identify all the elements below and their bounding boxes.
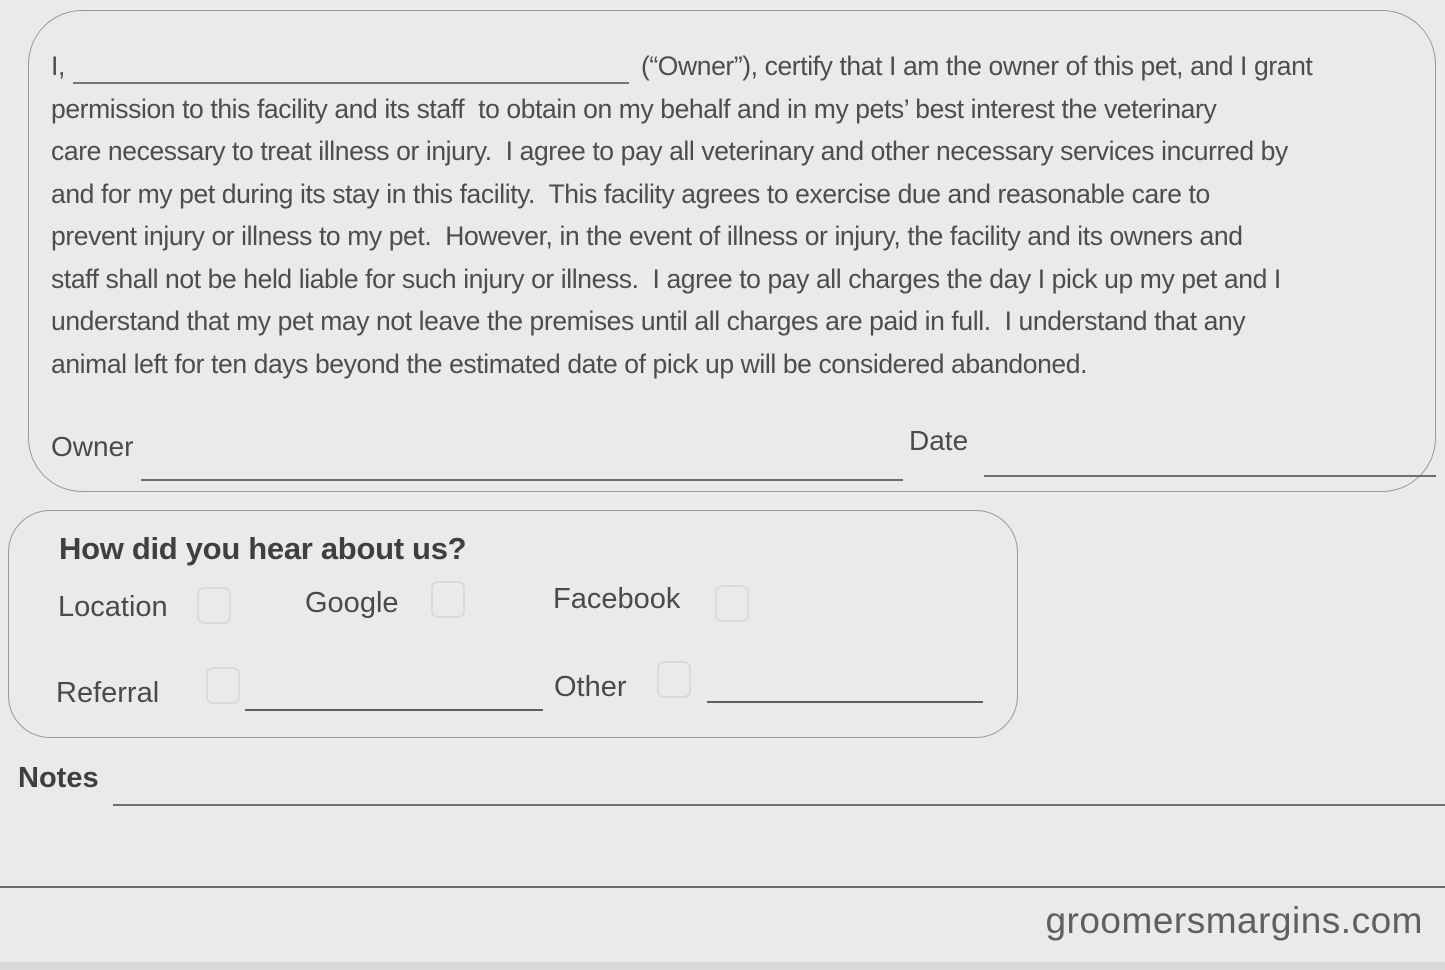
notes-label: Notes — [18, 762, 99, 794]
option-google-checkbox[interactable] — [431, 581, 465, 618]
intro-suffix: (“Owner”), certify that I am the owner of this pet, and I grant — [640, 51, 1313, 81]
intro-prefix: I, — [51, 51, 65, 81]
referral-source-section — [8, 510, 1018, 738]
option-other-label: Other — [554, 671, 627, 703]
option-facebook-checkbox[interactable] — [715, 585, 749, 622]
consent-line: understand that my pet may not leave the premises until all charges are paid in full. I understand that any — [51, 306, 1246, 336]
consent-line: prevent injury or illness to my pet. However, in the event of illness or injury, the facility and its owners and — [51, 221, 1243, 251]
option-other-checkbox[interactable] — [657, 661, 691, 698]
footer-divider — [0, 886, 1445, 888]
option-facebook-label: Facebook — [553, 583, 681, 615]
consent-line: staff shall not be held liable for such injury or illness. I agree to pay all charges the day I pick up my pet and I — [51, 263, 1281, 294]
scan-bottom-edge — [0, 962, 1445, 970]
owner-name-blank[interactable] — [73, 50, 629, 84]
owner-signature-line[interactable] — [141, 479, 903, 481]
option-location-checkbox[interactable] — [197, 587, 231, 624]
other-fill-line[interactable] — [707, 701, 983, 703]
date-signature-line[interactable] — [984, 475, 1436, 477]
consent-line: permission to this facility and its staff to obtain on my behalf and in my pets’ best interest the veterinary — [51, 93, 1217, 124]
notes-fill-line[interactable] — [113, 804, 1445, 806]
referral-fill-line[interactable] — [245, 709, 543, 711]
consent-section — [28, 10, 1436, 492]
date-label: Date — [909, 425, 969, 456]
owner-label: Owner — [51, 431, 134, 462]
option-location-label: Location — [58, 591, 168, 623]
consent-line: care necessary to treat illness or injury. I agree to pay all veterinary and other necessary services incurred by — [51, 136, 1288, 166]
consent-line: animal left for ten days beyond the estimated date of pick up will be considered abandoned. — [51, 348, 1088, 379]
consent-line: and for my pet during its stay in this facility. This facility agrees to exercise due and reasonable care to — [51, 178, 1210, 209]
survey-heading: How did you hear about us? — [59, 531, 467, 566]
consent-intro-line — [51, 45, 1417, 88]
website-text: groomersmargins.com — [1045, 900, 1423, 941]
option-google-label: Google — [305, 587, 399, 619]
consent-paragraph — [51, 45, 1417, 385]
option-referral-label: Referral — [56, 677, 160, 709]
option-referral-checkbox[interactable] — [206, 667, 240, 704]
